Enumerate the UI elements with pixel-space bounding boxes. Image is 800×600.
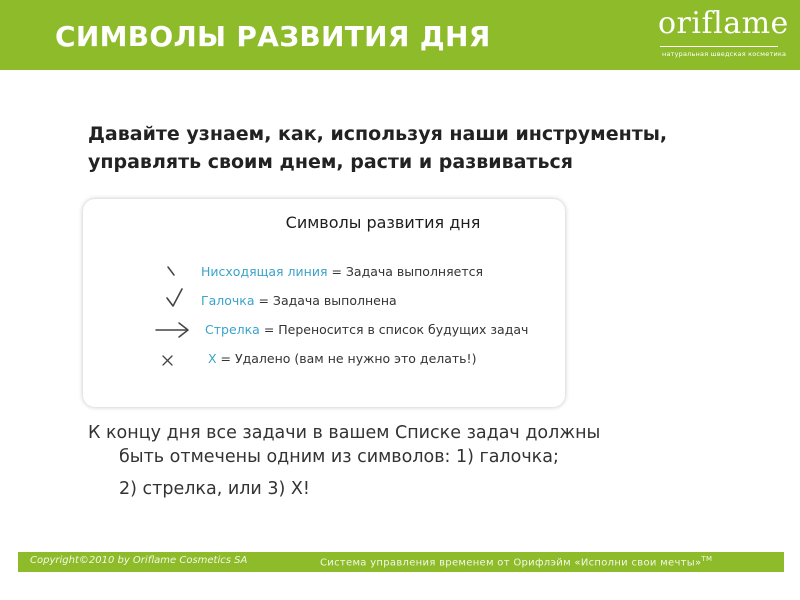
- trademark-mark: TM: [701, 555, 713, 563]
- meaning-arrow: = Переносится в список будущих задач: [259, 322, 529, 337]
- arrow-right-icon: [153, 316, 193, 344]
- x-mark-icon: [153, 345, 193, 373]
- logo-wordmark: oriflame: [658, 6, 789, 41]
- checkmark-icon: [153, 287, 193, 315]
- footer-bar: [18, 552, 784, 572]
- system-caption-text: Система управления временем от Орифлэйм «Исполни свои мечты»: [320, 557, 702, 569]
- header-bar: [0, 0, 800, 70]
- intro-line-2: управлять своим днем, расти и развиваться: [88, 151, 573, 173]
- system-caption: [320, 555, 712, 568]
- intro-text: [88, 120, 728, 176]
- symbols-card: [83, 199, 565, 407]
- card-title: Символы развития дня: [285, 213, 481, 232]
- summary-line-2: быть отмечены одним из символов: 1) галочка;: [119, 447, 559, 467]
- descending-line-icon: [153, 258, 193, 286]
- logo-tagline: натуральная шведская косметика: [662, 50, 787, 58]
- logo-divider: [660, 46, 778, 47]
- term-descending-line: Нисходящая линия: [201, 264, 328, 279]
- meaning-checkmark: = Задача выполнена: [254, 293, 397, 308]
- meaning-descending-line: = Задача выполняется: [327, 264, 483, 279]
- term-x: X: [208, 351, 217, 366]
- meaning-x: = Удалено (вам не нужно это делать!): [216, 351, 477, 366]
- summary-line-1: К концу дня все задачи в вашем Списке задач должны: [88, 423, 601, 443]
- summary-text: [88, 421, 648, 501]
- intro-line-1: Давайте узнаем, как, используя наши инструменты,: [88, 123, 668, 145]
- term-arrow: Стрелка: [205, 322, 260, 337]
- copyright-text: Copyright©2010 by Oriflame Cosmetics SA: [30, 555, 248, 566]
- page-title: СИМВОЛЫ РАЗВИТИЯ ДНЯ: [55, 20, 491, 53]
- summary-line-3: 2) стрелка, или 3) X!: [119, 479, 310, 499]
- term-checkmark: Галочка: [201, 293, 255, 308]
- oriflame-logo: [658, 6, 789, 64]
